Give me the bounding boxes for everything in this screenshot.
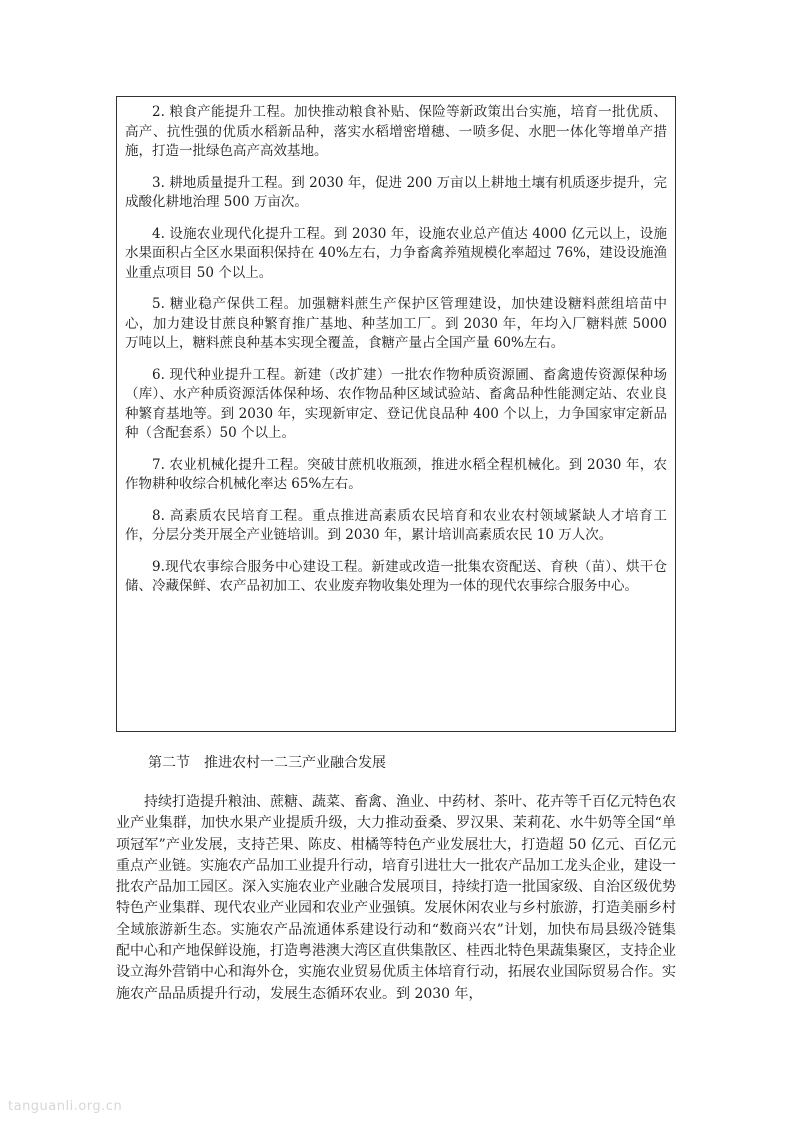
section-heading: 第二节 推进农村一二三产业融合发展: [148, 755, 386, 771]
project-item-2: 2. 粮食产能提升工程。加快推动粮食补贴、保险等新政策出台实施，培育一批优质、高产、抗性强的优质水稻新品种，落实水稻增密增穗、一喷多促、水肥一体化等增单产措施，打造一批绿色高产高效基地。: [125, 104, 667, 159]
project-item-4: 4. 设施农业现代化提升工程。到 2030 年，设施农业总产值达 4000 亿元以上，设施水果面积占全区水果面积保持在 40%左右，力争畜禽养殖规模化率超过 76%，建设设施渔业重点项目 50 个以上。: [125, 225, 667, 281]
watermark: tanguanli.org.cn: [8, 1099, 123, 1114]
body-paragraph: 持续打造提升粮油、蔗糖、蔬菜、畜禽、渔业、中药材、茶叶、花卉等千百亿元特色农业产业集群，加快水果产业提质升级，大力推动蚕桑、罗汉果、茉莉花、水牛奶等全国“单项冠军”产业发展，支持芒果、陈皮、柑橘等特色产业发展壮大，打造超 50 亿元、百亿元重点产业链。实施农产品加工业提升行动，培育引进壮大一批农产品加工龙头企业，建设一批农产品加工园区。深入实施农业产业融合发展项目，持续打造一批国家级、自治区级优势特色产业集群、现代农业产业园和农业产业强镇。发展休闲农业与乡村旅游，打造美丽乡村全域旅游新生态。实施农产品流通体系建设行动和“数商兴农”计划，加快布局县级冷链集配中心和产地保鲜设施，打造粤港澳大湾区直供集散区、桂西北特色果蔬集聚区，支持企业设立海外营销中心和海外仓，实施农业贸易优质主体培育行动，拓展农业国际贸易合作。实施农产品品质提升行动，发展生态循环农业。到 2030 年，: [116, 794, 676, 1002]
project-item-6: 6. 现代种业提升工程。新建（改扩建）一批农作物种质资源圃、畜禽遗传资源保种场（库）、水产种质资源活体保种场、农作物品种区域试验站、畜禽品种性能测定站、农业良种繁育基地等。到 2030 年，实现新审定、登记优良品种 400 个以上，力争国家审定新品种（含配套系）50 个以上。: [125, 366, 667, 441]
project-item-7: 7. 农业机械化提升工程。突破甘蔗机收瓶颈，推进水稻全程机械化。到 2030 年，农作物耕种收综合机械化率达 65%左右。: [125, 456, 667, 492]
engineering-projects-box: [116, 96, 676, 732]
project-item-8: 8. 高素质农民培育工程。重点推进高素质农民培育和农业农村领域紧缺人才培育工作，分层分类开展全产业链培训。到 2030 年，累计培训高素质农民 10 万人次。: [125, 507, 667, 543]
project-item-3: 3. 耕地质量提升工程。到 2030 年，促进 200 万亩以上耕地土壤有机质逐步提升，完成酸化耕地治理 500 万亩次。: [125, 174, 667, 210]
project-item-9: 9.现代农事综合服务中心建设工程。新建或改造一批集农资配送、育秧（苗）、烘干仓储、冷藏保鲜、农产品初加工、农业废弃物收集处理为一体的现代农事综合服务中心。: [125, 558, 667, 594]
project-item-5: 5. 糖业稳产保供工程。加强糖料蔗生产保护区管理建设，加快建设糖料蔗组培苗中心，加力建设甘蔗良种繁育推广基地、种茎加工厂。到 2030 年，年均入厂糖料蔗 5000 万吨以上，糖料蔗良种基本实现全覆盖，食糖产量占全国产量 60%左右。: [125, 296, 667, 351]
